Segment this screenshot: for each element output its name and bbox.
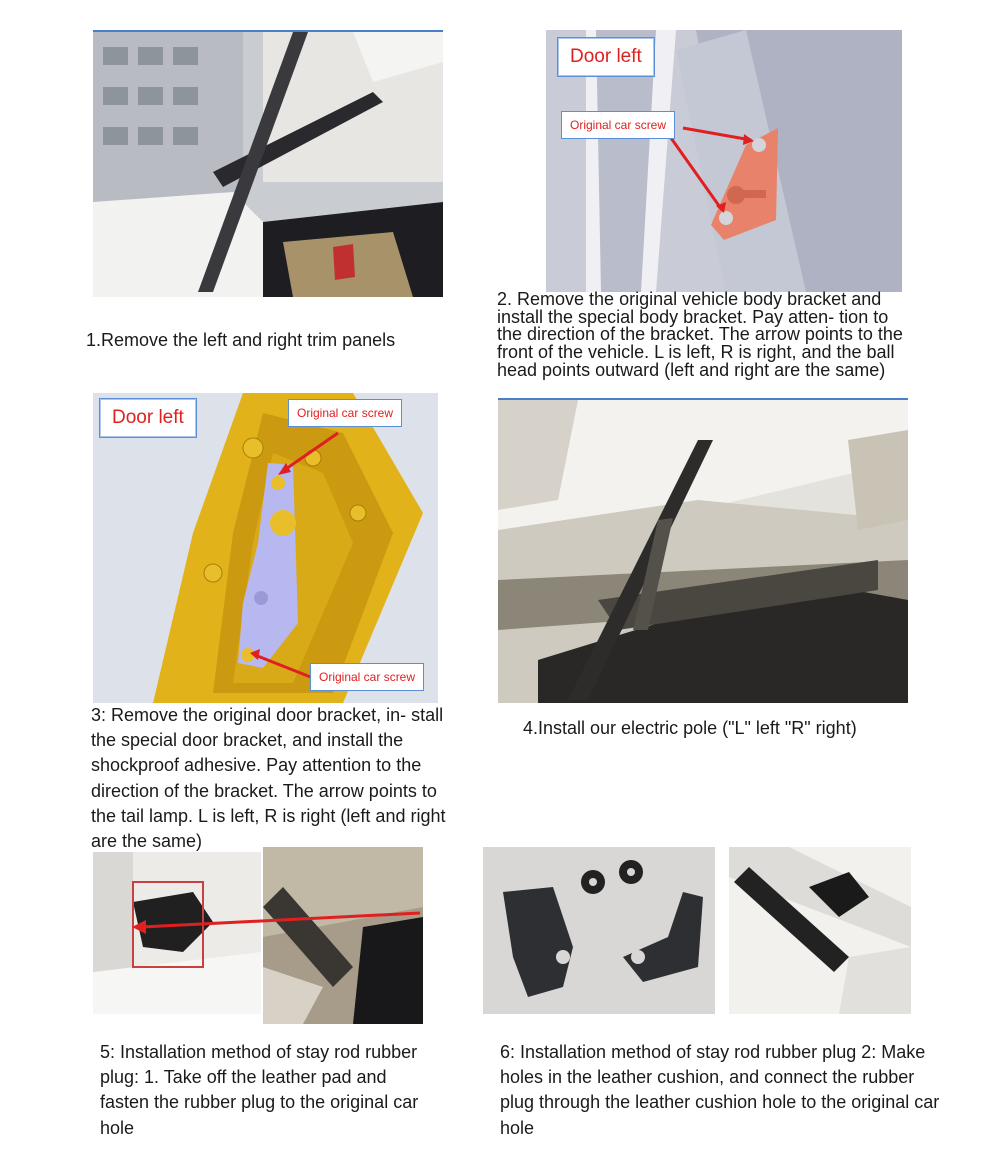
step4-photo [498,398,908,703]
step4-caption: 4.Install our electric pole ("L" left "R" right) [523,718,857,738]
step5-caption: 5: Installation method of stay rod rubber plug: 1. Take off the leather pad and fasten the rubber plug to the original car hole [100,1042,419,1138]
step3-door-label: Door left [99,398,197,438]
step1-caption: 1.Remove the left and right trim panels [86,330,396,350]
step5-photo-right [263,847,423,1024]
step2-door-label: Door left [557,37,655,77]
step3-screw-label-top: Original car screw [288,399,402,427]
step5-arrow [130,905,425,935]
step1-photo [93,30,443,297]
step3-caption: 3: Remove the original door bracket, in- stall the special door bracket, and install the shockproof adhesive. Pay attention to the direction of the bracket. The arrow points to the tail lamp. L is left, R is right (left and right are the same) [91,705,446,851]
step6-caption: 6: Installation method of stay rod rubber plug 2: Make holes in the leather cushion, and connect the rubber plug through the leather cushion hole to the original car hole [500,1042,940,1138]
step2-screw-label: Original car screw [561,111,675,139]
step2-caption: 2. Remove the original vehicle body bracket and install the special body bracket. Pay atten- tion to the direction of the bracket. The arrow points to the front of the vehicle. L is left, R is right, and the ball head points outward (left and right are the same) [497,289,903,380]
step3-screw-label-bottom: Original car screw [310,663,424,691]
step6-photo-right [729,847,911,1014]
step6-photo-left [483,847,715,1014]
step3-diagram [93,393,438,703]
